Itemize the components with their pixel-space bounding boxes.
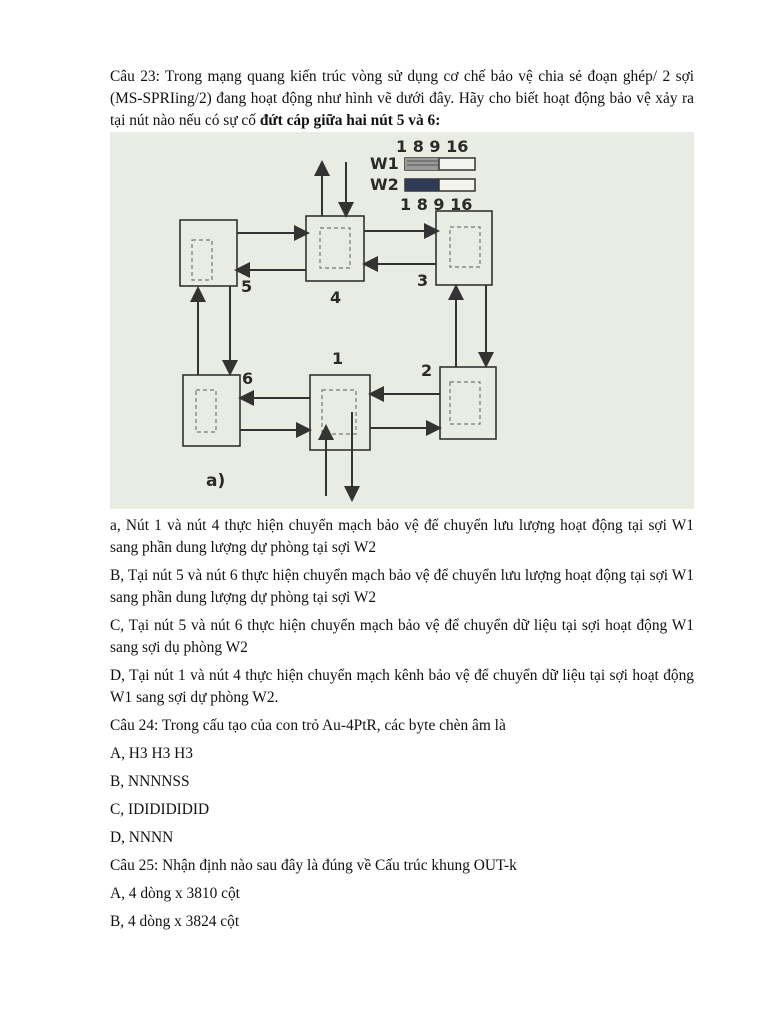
node-1-box bbox=[310, 375, 370, 450]
node-6-box bbox=[183, 375, 240, 446]
q24-option-c: C, IDIDIDIDID bbox=[110, 801, 210, 818]
q23-option-c: C, Tại nút 5 và nút 6 thực hiện chuyển mạch bảo vệ để chuyển dữ liệu tại sợi hoạt động W1 sang sợi dụ phòng W2 bbox=[110, 617, 694, 656]
q25-option-a: A, 4 dòng x 3810 cột bbox=[110, 885, 240, 902]
node-5-inner bbox=[192, 240, 212, 280]
w1-bar bbox=[405, 158, 475, 170]
node-2-inner bbox=[450, 382, 480, 424]
question-23-bold: đứt cáp giữa hai nút 5 và 6: bbox=[259, 112, 441, 129]
q24-option-a: A, H3 H3 H3 bbox=[110, 745, 193, 762]
node-1-label: 1 bbox=[332, 349, 344, 368]
question-23-text bbox=[110, 66, 694, 132]
node-4-inner bbox=[320, 228, 350, 268]
node-5-box bbox=[180, 220, 237, 286]
question-24-text: Câu 24: Trong cấu tạo của con trỏ Au-4PtR, các byte chèn âm là bbox=[110, 717, 506, 734]
question-25-text: Câu 25: Nhận định nào sau đây là đúng về Cấu trúc khung OUT-k bbox=[110, 857, 517, 874]
node-3-label: 3 bbox=[417, 271, 429, 290]
q23-option-a: a, Nút 1 và nút 4 thực hiện chuyển mạch bảo vệ để chuyển lưu lượng hoạt động tại sợi W1 sang phần dung lượng dự phòng tại sợi W2 bbox=[110, 517, 694, 556]
node-6-label: 6 bbox=[242, 369, 254, 388]
node-2-label: 2 bbox=[421, 361, 433, 380]
node-4-label: 4 bbox=[330, 288, 342, 307]
ring-diagram bbox=[110, 132, 694, 509]
q25-option-b: B, 4 dòng x 3824 cột bbox=[110, 913, 240, 930]
node-1-inner bbox=[322, 390, 356, 434]
w2-label: W2 bbox=[370, 175, 399, 194]
node-5-label: 5 bbox=[241, 277, 253, 296]
question-23-intro: Câu 23: Trong mạng quang kiến trúc vòng sử dụng cơ chế bảo vệ chia sẻ đoạn ghép/ 2 sợi (MS-SPRIing/2) đang hoạt động như hình vẽ dưới đây. Hãy cho biết hoạt động bảo vệ xảy ra tại nút nào nếu có sự cố bbox=[110, 68, 694, 129]
node-3-box bbox=[436, 211, 492, 285]
node-3-inner bbox=[450, 227, 480, 267]
q24-option-b: B, NNNNSS bbox=[110, 773, 190, 790]
q23-option-d: D, Tại nút 1 và nút 4 thực hiện chuyển mạch kênh bảo vệ để chuyển dữ liệu tại sợi hoạt động W1 sang sợi dự phòng W2. bbox=[110, 667, 694, 706]
node-6-inner bbox=[196, 390, 216, 432]
figure-caption: a) bbox=[206, 471, 226, 491]
node-2-box bbox=[440, 367, 496, 439]
w2-bar bbox=[405, 179, 475, 191]
legend-top-numbers: 1 8 9 16 bbox=[396, 137, 469, 156]
q23-option-b: B, Tại nút 5 và nút 6 thực hiện chuyển mạch bảo vệ để chuyển lưu lượng hoạt động tại sợi W1 sang phần dung lượng dự phòng tại sợi W2 bbox=[110, 567, 694, 606]
ring-network-figure bbox=[110, 132, 694, 509]
q24-option-d: D, NNNN bbox=[110, 829, 174, 846]
w1-label: W1 bbox=[370, 154, 399, 173]
node-4-box bbox=[306, 216, 364, 281]
legend-bottom-numbers: 1 8 9 16 bbox=[400, 195, 473, 214]
document-page bbox=[110, 66, 694, 933]
